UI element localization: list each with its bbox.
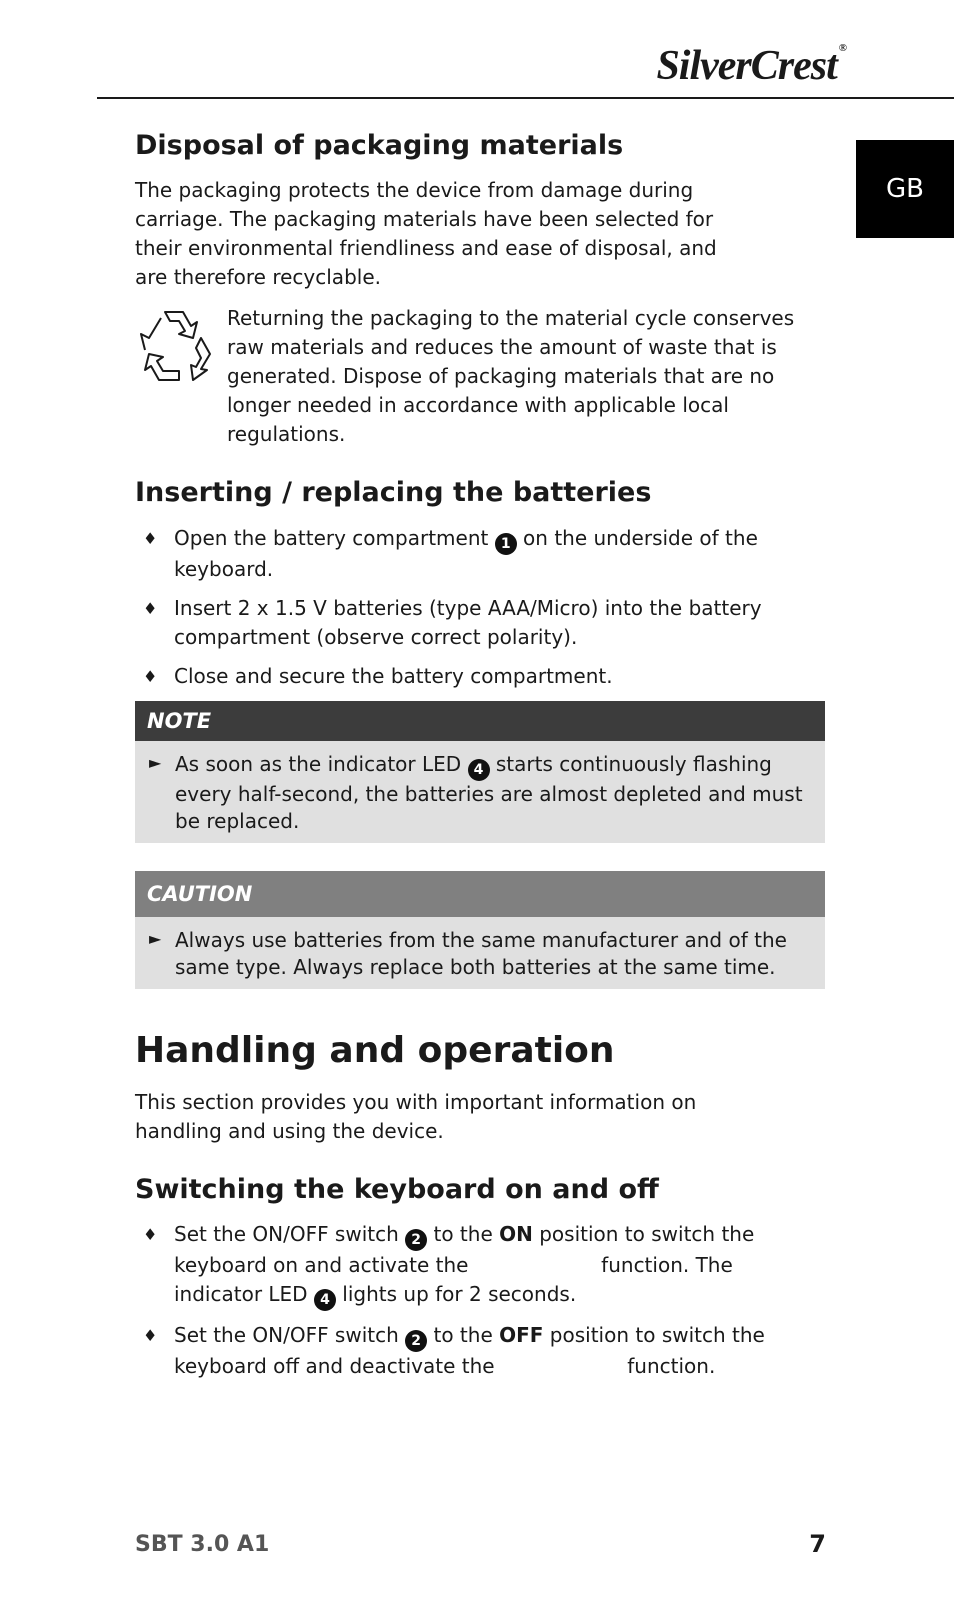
brand-logo: [656, 42, 846, 90]
bullet-diamond-icon: ♦: [143, 528, 158, 548]
note-box: [135, 701, 825, 843]
note-body: [135, 741, 825, 843]
footer-model: SBT 3.0 A1: [135, 1532, 270, 1557]
caution-body: [135, 917, 825, 989]
brand-name: SilverCrest: [656, 43, 837, 89]
registered-mark: ®: [838, 42, 846, 54]
batteries-heading: Inserting / replacing the batteries: [135, 477, 652, 509]
arrow-right-icon: ►: [149, 752, 162, 772]
note-title: NOTE: [135, 701, 825, 741]
caution-title: CAUTION: [135, 871, 825, 917]
recycle-block: [135, 304, 825, 449]
bullet-diamond-icon: ♦: [143, 1326, 158, 1346]
arrow-right-icon: ►: [149, 928, 162, 948]
disposal-intro: The packaging protects the device from damage during carriage. The packaging materials have been selected for their environmental friendliness and ease of disposal, and are therefore recyclable.: [135, 178, 717, 290]
bullet-diamond-icon: ♦: [143, 598, 158, 618]
list-item: ♦ Insert 2 x 1.5 V batteries (type AAA/Micro) into the battery compartment (observe correct polarity).: [143, 595, 762, 649]
switching-heading: Switching the keyboard on and off: [135, 1173, 659, 1205]
switching-list: [135, 1220, 825, 1381]
callout-number-2: 2: [405, 1229, 427, 1251]
callout-number-1: 1: [495, 533, 517, 555]
header-rule: [97, 97, 954, 99]
language-tab: GB: [856, 140, 954, 238]
callout-number-4: 4: [314, 1289, 336, 1311]
callout-number-2: 2: [405, 1330, 427, 1352]
list-item: ♦ Set the ON/OFF switch 2 to the OFF position to switch the keyboard off and deactivate the function.: [143, 1323, 765, 1379]
list-item: ♦ Close and secure the battery compartment.: [135, 662, 825, 691]
caution-box: [135, 871, 825, 989]
list-item: ♦ Set the ON/OFF switch 2 to the ON position to switch the keyboard on and activate the function. The indicator LED 4 lights up for 2 seconds.: [135, 1220, 825, 1311]
handling-intro: This section provides you with important information on handling and using the device.: [135, 1089, 697, 1143]
caution-text: Always use batteries from the same manufacturer and of the same type. Always replace both batteries at the same time.: [175, 927, 787, 979]
disposal-heading: Disposal of packaging materials: [135, 130, 624, 161]
recycle-icon: [135, 304, 219, 388]
callout-number-4: 4: [468, 759, 490, 781]
recycle-text: Returning the packaging to the material cycle conserves raw materials and reduces the amount of waste that is generated. Dispose of packaging materials that are no longer needed in accordance with applicable local regulations.: [227, 306, 795, 447]
list-item: ♦ Open the battery compartment 1 on the underside of the keyboard.: [143, 525, 758, 581]
handling-heading: Handling and operation: [135, 1029, 615, 1071]
bullet-diamond-icon: ♦: [143, 1225, 158, 1245]
bullet-diamond-icon: ♦: [143, 666, 158, 686]
page-content: [135, 130, 825, 1391]
note-text: As soon as the indicator LED 4 starts continuously flashing every half-second, the batteries are almost depleted and must be replaced.: [175, 751, 803, 833]
page-number: 7: [809, 1530, 826, 1558]
batteries-list: [135, 524, 825, 691]
